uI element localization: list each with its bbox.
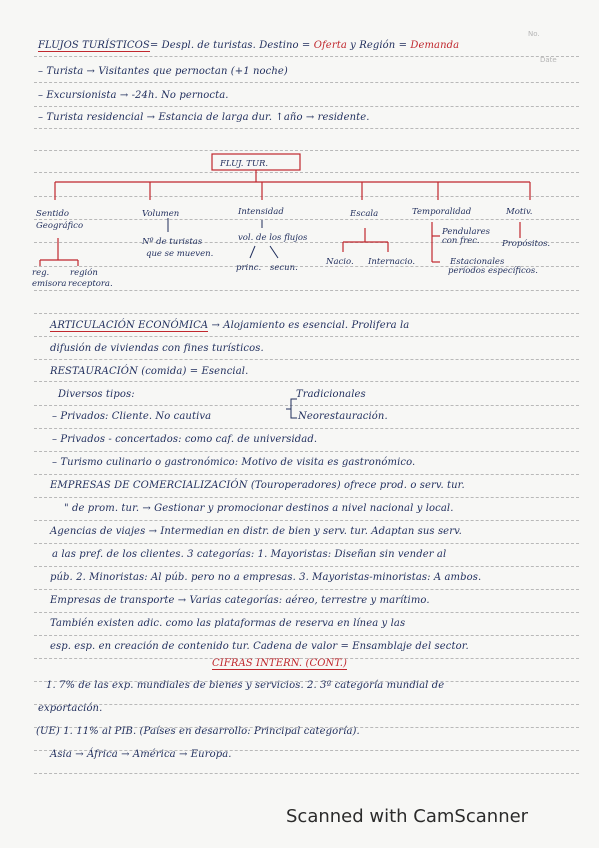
node-nacional: Nacio.	[326, 257, 354, 267]
line-promocion: " de prom. tur. → Gestionar y promocionar destinos a nivel nacional y local.	[64, 503, 454, 514]
line-transporte: Empresas de transporte → Varias categorías: aéreo, terrestre y marítimo.	[50, 595, 430, 606]
ruled-line	[34, 497, 579, 498]
ruled-line	[34, 773, 579, 774]
line-regiones: Asia → África → América → Europa.	[50, 749, 232, 760]
heading-cifras	[212, 658, 347, 669]
line-agencias: Agencias de viajes → Intermedian en distr. de bien y serv. tur. Adaptan sus serv.	[50, 526, 462, 537]
ruled-line	[34, 405, 579, 406]
line-preferencias: a las pref. de los clientes. 3 categorías: 1. Mayoristas: Diseñan sin vender al	[52, 549, 447, 560]
line-neorestauracion: Neorestauración.	[298, 411, 388, 422]
node-temporalidad: Temporalidad	[412, 207, 472, 217]
ruled-line	[34, 381, 579, 382]
line-articulacion	[50, 320, 409, 331]
line-privados: – Privados: Cliente. No cautiva	[52, 411, 212, 422]
no-label: No.	[528, 30, 540, 38]
node-internacional: Internacio.	[368, 257, 416, 267]
node-sentido: Sentido	[36, 209, 70, 219]
node-region-emisora2: emisora	[32, 279, 67, 289]
heading-cifras-text: CIFRAS INTERN. (CONT.)	[212, 658, 347, 669]
text: y Región =	[346, 40, 411, 51]
node-propositos: Propósitos.	[502, 239, 551, 249]
node-principales: princ.	[236, 263, 262, 273]
bracket	[285, 397, 299, 421]
line-diversos: Diversos tipos:	[58, 389, 135, 400]
line-excursionista: – Excursionista → -24h. No pernocta.	[38, 90, 229, 101]
node-pendulares: Pendulares	[442, 227, 490, 237]
highlight-oferta: Oferta	[313, 40, 347, 51]
ruled-line	[34, 313, 579, 314]
node-intensidad: Intensidad	[238, 207, 284, 217]
ruled-line	[34, 474, 579, 475]
node-volumen-desc: Nº de turistas	[142, 237, 203, 247]
ruled-line	[34, 520, 579, 521]
line-tradicionales: Tradicionales	[296, 389, 366, 400]
node-escala: Escala	[350, 209, 379, 219]
node-region-receptora2: receptora.	[68, 279, 113, 289]
line-minoristas: púb. 2. Minoristas: Al púb. pero no a empresas. 3. Mayoristas-minoristas: A ambos.	[50, 572, 482, 583]
connector	[250, 246, 255, 258]
text: → Alojamiento es esencial. Prolifera la	[208, 320, 410, 331]
line-plataformas: También existen adic. como las plataformas de reserva en línea y las	[50, 618, 406, 629]
line-cadena-valor: esp. esp. en creación de contenido tur. Cadena de valor = Ensamblaje del sector.	[50, 641, 469, 652]
date-label: Date	[540, 56, 557, 64]
line-restauracion: RESTAURACIÓN (comida) = Esencial.	[50, 366, 249, 377]
line-cifras-1: 1. 7% de las exp. mundiales de bienes y servicios. 2. 3ª categoría mundial de	[46, 680, 445, 691]
ruled-line	[34, 428, 579, 429]
node-estacionales-desc: períodos específicos.	[448, 266, 538, 276]
highlight-demanda: Demanda	[410, 40, 460, 51]
line-concertados: – Privados - concertados: como caf. de universidad.	[52, 434, 318, 445]
line-exportacion: exportación.	[38, 703, 103, 714]
ruled-line	[34, 566, 579, 567]
flujos-diagram	[0, 0, 599, 300]
node-intensidad-desc: vol. de los flujos	[238, 233, 308, 243]
heading-articulacion: ARTICULACIÓN ECONÓMICA	[50, 320, 209, 331]
heading-flujos: FLUJOS TURÍSTICOS	[38, 40, 150, 51]
node-volumen: Volumen	[142, 209, 180, 219]
line-turista: – Turista → Visitantes que pernoctan (+1 noche)	[38, 66, 288, 77]
ruled-line	[34, 704, 579, 705]
ruled-line	[34, 612, 579, 613]
ruled-line	[34, 336, 579, 337]
line-ue: (UE) 1. 11% al PIB. (Países en desarrollo: Principal categoría).	[36, 726, 360, 737]
node-pendulares-desc: con frec.	[442, 236, 480, 246]
scanner-watermark: Scanned with CamScanner	[286, 806, 529, 827]
node-volumen-desc2: que se mueven.	[146, 249, 214, 259]
connector	[270, 246, 278, 258]
ruled-line	[34, 635, 579, 636]
node-region-receptora: región	[70, 268, 98, 278]
text: = Despl. de turistas. Destino =	[149, 40, 314, 51]
ruled-line	[34, 543, 579, 544]
root-label: FLUJ. TUR.	[220, 159, 269, 169]
node-motivacion: Motiv.	[506, 207, 533, 217]
ruled-line	[34, 359, 579, 360]
node-estacionales: Estacionales	[450, 257, 505, 267]
line-turista-residencial: – Turista residencial → Estancia de larga dur. ↑año → residente.	[38, 112, 370, 123]
node-geografico: Geográfico	[36, 221, 84, 231]
line-empresas-comercializacion: EMPRESAS DE COMERCIALIZACIÓN (Touroperadores) ofrece prod. o serv. tur.	[50, 480, 465, 491]
line-difusion: difusión de viviendas con fines turísticos.	[50, 343, 264, 354]
node-secundarios: secun.	[270, 263, 298, 273]
ruled-line	[34, 589, 579, 590]
line-turismo-culinario: – Turismo culinario o gastronómico: Motivo de visita es gastronómico.	[52, 457, 416, 468]
node-region-emisora: reg.	[32, 268, 50, 278]
ruled-line	[34, 451, 579, 452]
